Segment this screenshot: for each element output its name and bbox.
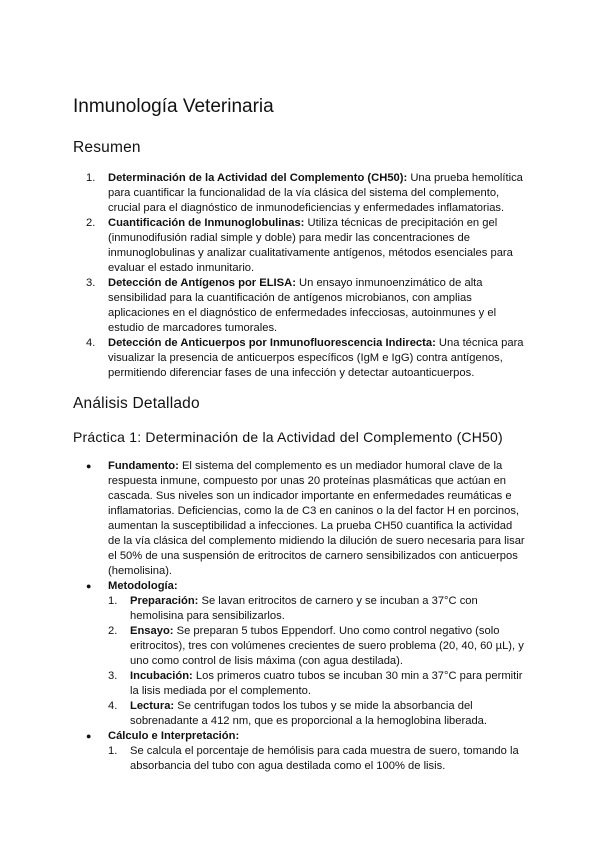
step-text: Se preparan 5 tubos Eppendorf. Uno como control negativo (solo eritrocitos), tres con volúmenes crecientes de suero problema (20, 40, 60 µL), y uno como control de lisis máxima (con agua destilada). — [130, 625, 524, 667]
summary-item — [86, 216, 526, 276]
metodologia-label: Metodología: — [108, 580, 178, 592]
step-item — [108, 699, 526, 729]
summary-item-title: Cuantificación de Inmunoglobulinas: — [108, 217, 305, 229]
bullet-item-calculo — [86, 729, 526, 744]
summary-item-text: Utiliza técnicas de precipitación en gel (inmunodifusión radial simple y doble) para medir las concentraciones de inmunoglobulinas y analizar cualitativamente antígenos, métodos esenciales para evaluar el estado inmunitario. — [108, 217, 513, 274]
summary-item-title: Detección de Anticuerpos por Inmunofluorescencia Indirecta: — [108, 337, 436, 349]
summary-list — [86, 171, 526, 381]
summary-item-number: 1. — [86, 172, 96, 184]
summary-item-title: Determinación de la Actividad del Complemento (CH50): — [108, 172, 408, 184]
step-number: 1. — [108, 595, 118, 607]
step-title: Lectura: — [130, 700, 175, 712]
step-title: Preparación: — [130, 595, 199, 607]
step-item — [108, 744, 526, 774]
calculo-steps — [108, 744, 526, 774]
step-item — [108, 594, 526, 624]
step-title: Incubación: — [130, 670, 193, 682]
detail-heading: Análisis Detallado — [73, 395, 200, 412]
summary-item-number: 3. — [86, 277, 96, 289]
bullet-item-metodologia — [86, 579, 526, 594]
bullet-icon: ● — [86, 731, 92, 741]
step-text: Se lavan eritrocitos de carnero y se incuban a 37°C con hemolisina para sensibilizarlos. — [130, 595, 478, 622]
summary-item-number: 2. — [86, 217, 96, 229]
bullet-item-fundamento — [86, 459, 526, 579]
step-text: Los primeros cuatro tubos se incuban 30 min a 37°C para permitir la lisis mediada por el complemento. — [130, 670, 523, 697]
summary-item-text: Una prueba hemolítica para cuantificar la funcionalidad de la vía clásica del sistema del complemento, crucial para el diagnóstico de inmunodeficiencias y enfermedades inflamatorias. — [108, 172, 523, 214]
document-title: Inmunología Veterinaria — [73, 96, 274, 117]
detail-list — [86, 459, 526, 774]
bullet-icon: ● — [86, 461, 92, 471]
step-text: Se calcula el porcentaje de hemólisis para cada muestra de suero, tomando la absorbancia del tubo con agua destilada como el 100% de lisis. — [130, 745, 519, 772]
summary-item-text: Una técnica para visualizar la presencia de anticuerpos específicos (IgM e IgG) contra antígenos, permitiendo diferenciar fases de una infección y detectar autoanticuerpos. — [108, 337, 524, 379]
bullet-icon: ● — [86, 581, 92, 591]
step-text: Se centrifugan todos los tubos y se mide la absorbancia del sobrenadante a 412 nm, que es proporcional a la hemoglobina liberada. — [130, 700, 488, 727]
step-title: Ensayo: — [130, 625, 174, 637]
summary-item-text: Un ensayo inmunoenzimático de alta sensibilidad para la cuantificación de antígenos microbianos, con amplias aplicaciones en el diagnóstico de enfermedades infecciosas, autoinmunes y el estudio de marcadores tumorales. — [108, 277, 497, 334]
practice-heading: Práctica 1: Determinación de la Actividad del Complemento (CH50) — [73, 429, 503, 445]
metodologia-steps — [108, 594, 526, 729]
summary-heading: Resumen — [73, 139, 141, 156]
step-number: 2. — [108, 625, 118, 637]
fundamento-label: Fundamento: — [108, 460, 179, 472]
summary-item-title: Detección de Antígenos por ELISA: — [108, 277, 296, 289]
calculo-label: Cálculo e Interpretación: — [108, 730, 240, 742]
step-number: 4. — [108, 700, 118, 712]
fundamento-text: El sistema del complemento es un mediador humoral clave de la respuesta inmune, compuesto por unas 20 proteínas plasmáticas que actúan en cascada. Sus niveles son un indicador importante en enfermedades reumáticas e inflamatorias. Deficiencias, como la de C3 en caninos o la del factor H en porcinos, aumentan la susceptibilidad a infecciones. La prueba CH50 cuantifica la actividad de la vía clásica del complemento midiendo la dilución de suero necesaria para lisar el 50% de una suspensión de eritrocitos de carnero sensibilizados con anticuerpos (hemolisina). — [108, 460, 525, 577]
summary-item — [86, 171, 526, 216]
step-number: 1. — [108, 745, 118, 757]
step-item — [108, 624, 526, 669]
summary-item — [86, 276, 526, 336]
step-number: 3. — [108, 670, 118, 682]
summary-item — [86, 336, 526, 381]
summary-item-number: 4. — [86, 337, 96, 349]
step-item — [108, 669, 526, 699]
